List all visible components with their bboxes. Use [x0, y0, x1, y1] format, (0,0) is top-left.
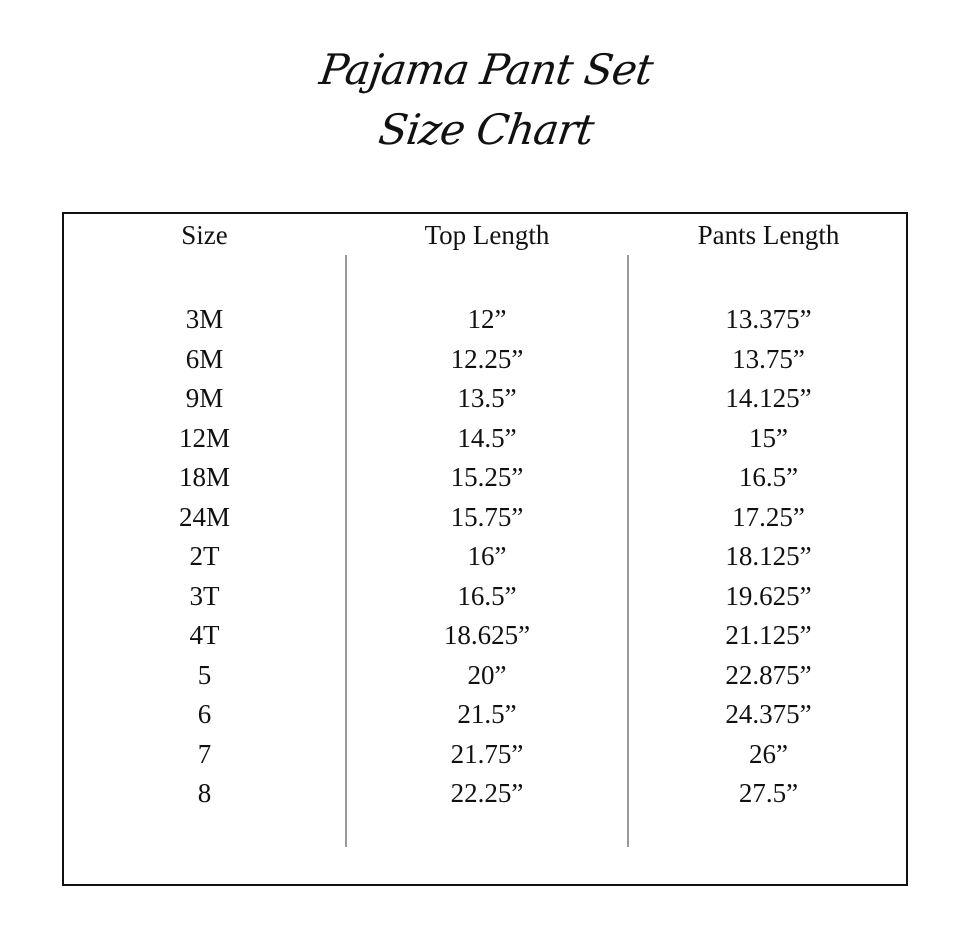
size-cell: 2T [189, 541, 220, 571]
size-cell: 6M [185, 343, 224, 374]
top-length-cell: 20” [467, 659, 507, 690]
size-cell: 18M [178, 462, 230, 492]
pants-length-cell: 19.625” [725, 580, 812, 611]
size-cell: 9M [185, 383, 224, 413]
title-line-2: Size Chart [375, 105, 597, 154]
pants-length-cell: 21.125” [725, 620, 812, 650]
pants-length-cell: 16.5” [738, 462, 799, 492]
size-cell-list [64, 300, 345, 814]
title-line-1: Pajama Pant Set [316, 45, 656, 94]
size-cell: 4T [189, 620, 220, 650]
pants-length-cell: 14.125” [725, 383, 812, 413]
size-column-header: Size [181, 220, 228, 250]
top-length-column-header: Top Length [424, 220, 550, 250]
page-title [0, 40, 972, 160]
top-length-cell: 21.75” [450, 738, 524, 769]
top-length-cell: 18.625” [443, 620, 531, 650]
top-length-cell: 14.5” [457, 422, 517, 453]
pants-length-cell: 13.375” [725, 304, 812, 334]
size-cell: 12M [178, 422, 230, 453]
top-length-cell: 12.25” [450, 343, 524, 374]
pants-length-cell: 27.5” [738, 778, 799, 808]
top-length-cell: 15.25” [450, 462, 524, 492]
size-cell: 24M [178, 501, 230, 532]
size-cell: 8 [197, 778, 212, 808]
top-length-cell: 22.25” [450, 778, 524, 808]
pants-length-column [629, 214, 908, 814]
pants-length-cell: 22.875” [725, 659, 812, 690]
pants-length-cell: 18.125” [725, 541, 812, 571]
size-cell: 3M [185, 304, 224, 334]
size-cell: 5 [197, 659, 212, 690]
top-length-cell: 15.75” [450, 501, 524, 532]
pants-length-cell: 15” [749, 422, 788, 453]
top-length-cell: 13.5” [457, 383, 517, 413]
pants-length-cell: 17.25” [732, 501, 805, 532]
size-cell: 3T [189, 580, 220, 611]
pants-length-cell: 13.75” [732, 343, 805, 374]
pants-length-column-header: Pants Length [697, 220, 840, 250]
top-length-cell: 21.5” [457, 699, 517, 729]
top-length-cell: 16.5” [457, 580, 517, 611]
pants-length-cell: 24.375” [725, 699, 812, 729]
size-cell: 7 [197, 738, 212, 769]
size-chart-table [62, 212, 908, 886]
top-length-cell-list [347, 300, 627, 814]
top-length-cell: 12” [467, 304, 507, 334]
pants-length-cell-list [629, 300, 908, 814]
pants-length-cell: 26” [749, 738, 788, 769]
size-column [64, 214, 345, 814]
top-length-cell: 16” [467, 541, 507, 571]
size-cell: 6 [197, 699, 212, 729]
top-length-column [347, 214, 627, 814]
